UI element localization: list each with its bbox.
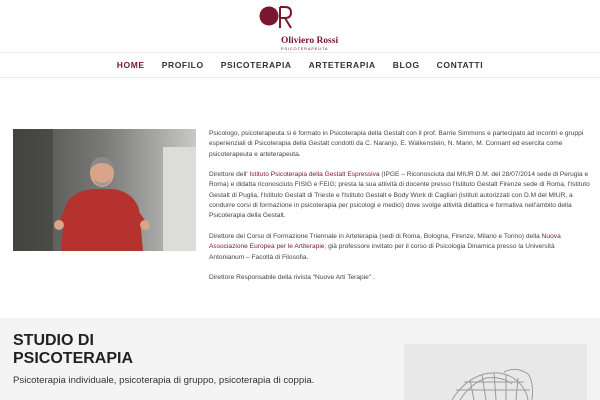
nav-divider-bottom	[0, 77, 600, 78]
bio-paragraph-3	[209, 232, 590, 263]
bio-paragraph-3-rest: ; già professore invitato per il corso di Psicologia Dinamica presso la Università Antonianum – Facoltà di Filosofia.	[209, 243, 555, 261]
bio-paragraph-4: Direttore Responsabile della rivista "Nuove Arti Terapie" .	[209, 274, 375, 282]
studio-description: Psicoterapia individuale, psicoterapia di gruppo, psicoterapia di coppia.	[13, 375, 315, 386]
main-nav	[0, 53, 600, 77]
bio-paragraph-3-intro: Direttore del Corso di Formazione Triennale in Arteterapia (sedi di Roma, Bologna, Firenze, Milano e Torino) della	[209, 232, 542, 240]
studio-photo	[404, 344, 587, 400]
nav-item-blog[interactable]: BLOG	[392, 60, 420, 70]
logo-mark-icon	[259, 6, 299, 30]
studio-section	[0, 318, 600, 400]
bio-paragraph-2-intro: Direttore dell'	[209, 171, 250, 179]
nav-item-arteterapia[interactable]: ARTETERAPIA	[308, 60, 376, 70]
ipge-link[interactable]: Istituto Psicoterapia della Gestalt Espressiva	[249, 171, 380, 179]
site-header	[0, 0, 600, 52]
association-link[interactable]: Nuova Associazione Europea per le Artiterapie	[209, 232, 561, 251]
site-logo[interactable]	[259, 6, 349, 51]
brand-name: Oliviero Rossi	[281, 36, 339, 46]
bio-paragraph-2	[209, 170, 590, 221]
bio-paragraph-2-rest: (IPGE – Riconosciuta dal MIUR D.M. del 28/07/2014 sede di Perugia e Roma) e didatta riconosciuto FISIG e FEIG; presta la sua attività di docente presso l'Istituto Gestalt Firenze sede di Roma, l'Istituto Gestalt di Puglia, l'Istituto Gestalt di Trieste e l'Istituto Gestalt e Body Work di Cagliari (istituti autorizzati con D.M del MIUR, a condurre corsi di formazione in psicoterapia per psicologi e medici) dove svolge attività didattica e formativa nell'ambito della Psicoterapia della Gestalt.	[209, 171, 590, 220]
bio-text	[209, 129, 590, 294]
nav-item-contatti[interactable]: CONTATTI	[436, 60, 484, 70]
nav-item-home[interactable]: HOME	[116, 60, 145, 70]
bio-paragraph-1: Psicologo, psicoterapeuta si è formato in Psicoterapia della Gestalt con il prof. Barrie Simmons e partecipato ad incontri e gruppi esperienziali di Psicoterapia della Gestalt condotti da C. Naranjo, E. Walkenstein, N. Mann, M. Connant ed esercita come psicoterapeuta e arteterapeuta.	[209, 130, 584, 158]
nav-item-psicoterapia[interactable]: PSICOTERAPIA	[220, 60, 292, 70]
nav-item-profilo[interactable]: PROFILO	[161, 60, 204, 70]
brand-tagline: PSICOTERAPEUTA	[281, 46, 329, 51]
portrait-photo	[13, 129, 196, 251]
studio-title: STUDIO DI PSICOTERAPIA	[13, 332, 134, 367]
